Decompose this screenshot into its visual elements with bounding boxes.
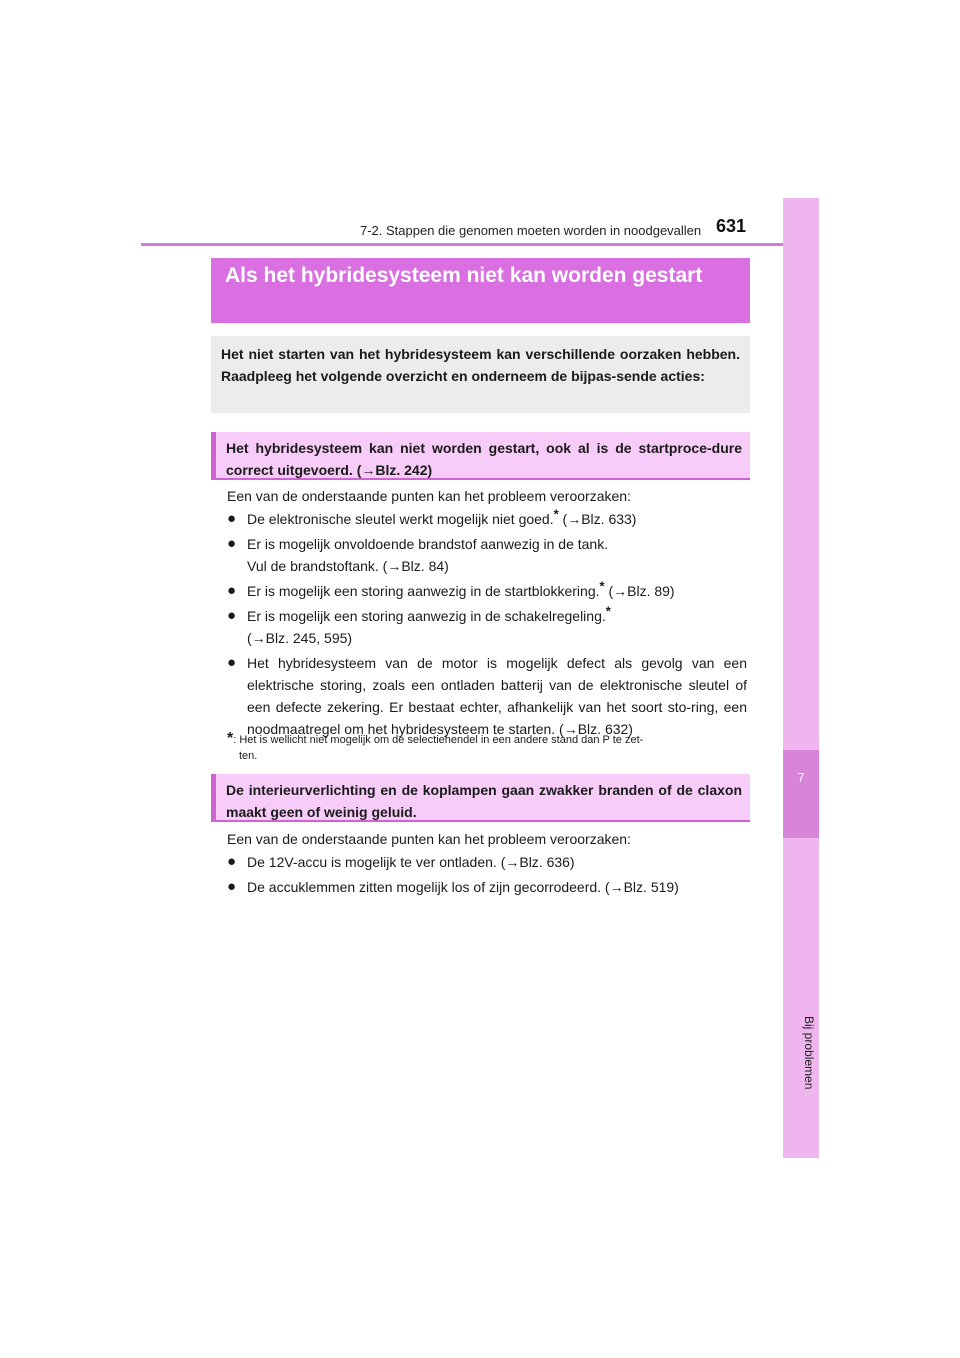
section2-lead: Een van de onderstaande punten kan het probleem veroorzaken: (227, 831, 631, 847)
bullet-icon: ● (227, 607, 237, 624)
intro-box: Het niet starten van het hybridesysteem kan verschillende oorzaken hebben. Raadpleeg het volgende overzicht en onderneem de bijpas-sende acties: (211, 336, 750, 413)
bullet-icon: ● (227, 853, 237, 870)
list-item: ● Er is mogelijk een storing aanwezig in de schakelregeling.* (→Blz. 245, 595) (227, 603, 611, 646)
section2-list (227, 851, 747, 901)
bullet-icon: ● (227, 654, 237, 671)
chapter-number-block (783, 750, 819, 838)
bullet-icon: ● (227, 582, 237, 599)
chapter-number: 7 (797, 770, 805, 785)
running-head: 7-2. Stappen die genomen moeten worden in noodgevallen (360, 223, 702, 238)
list-item: ● De elektronische sleutel werkt mogelijk niet goed.* (→Blz. 633) (227, 508, 747, 530)
footnote-star: * (227, 730, 234, 747)
footnote (227, 731, 747, 764)
list-item: ● De 12V-accu is mogelijk te ver ontladen. (→Blz. 636) (227, 851, 747, 873)
list-item: ● De accuklemmen zitten mogelijk los of zijn gecorrodeerd. (→Blz. 519) (227, 876, 747, 898)
section1-lead: Een van de onderstaande punten kan het probleem veroorzaken: (227, 488, 631, 504)
list-item: ● Er is mogelijk een storing aanwezig in de startblokkering.* (→Blz. 89) (227, 580, 747, 602)
section-title-box (211, 258, 750, 323)
list-item: ● Het hybridesysteem van de motor is mogelijk defect als gevolg van een elektrische storing, zoals een ontladen batterij van de elektronische sleutel of een defecte zekering. Er bestaat echter, afhankelijk van het soort sto-ring, een noodmaatregel om het hybridesysteem te starten. (→Blz. 632) (227, 654, 747, 737)
chapter-side-tab (783, 198, 819, 1158)
list-item: ● Er is mogelijk onvoldoende brandstof aanwezig in de tank. Vul de brandstoftank. (→Blz. 84) (227, 535, 609, 574)
footnote-text: : Het is wellicht niet mogelijk om de selectiehendel in een andere stand dan P te zet- (233, 734, 644, 746)
subsection-heading-2: De interieurverlichting en de koplampen gaan zwakker branden of de claxon maakt geen of weinig geluid. (211, 774, 750, 822)
page-number: 631 (716, 216, 747, 236)
bullet-icon: ● (227, 535, 237, 552)
chapter-title: Bij problemen (802, 1016, 816, 1090)
bullet-icon: ● (227, 878, 237, 895)
subsection-heading-1: Het hybridesysteem kan niet worden gestart, ook al is de startproce-dure correct uitgevoerd. (→Blz. 242) (211, 432, 750, 480)
page-title: Als het hybridesysteem niet kan worden gestart (225, 264, 703, 287)
footnote-text-cont: ten. (239, 750, 258, 762)
section1-list (227, 508, 747, 743)
header-rule (141, 243, 819, 246)
bullet-icon: ● (227, 510, 237, 527)
